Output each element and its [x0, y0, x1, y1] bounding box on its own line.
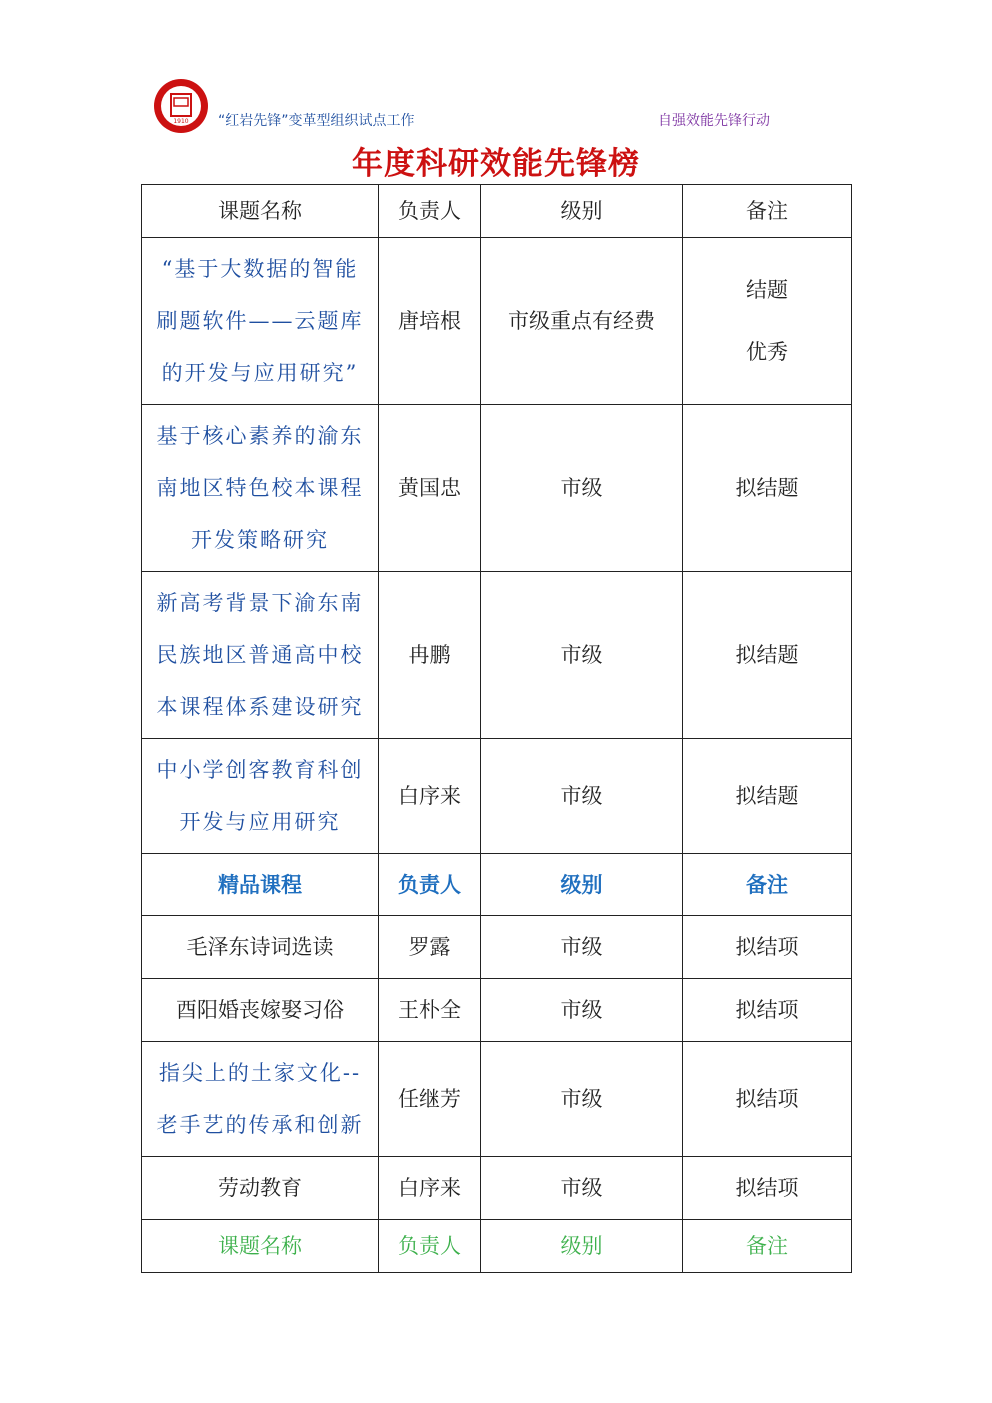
school-logo: [152, 77, 210, 135]
course-name: 劳动教育: [142, 1157, 379, 1220]
page-title: 年度科研效能先锋榜: [352, 146, 640, 182]
project-owner: 冉鹏: [379, 572, 481, 739]
logo-year: 1910: [173, 118, 189, 125]
project-name: “基于大数据的智能刷题软件——云题库的开发与应用研究”: [142, 238, 379, 405]
course-note: 拟结项: [683, 916, 852, 979]
header-cell: 备注: [683, 185, 852, 238]
header-cell: 级别: [481, 1220, 683, 1273]
header-cell: 级别: [481, 185, 683, 238]
course-header-row: [142, 854, 852, 916]
note-line: 优秀: [746, 340, 788, 364]
header-cell: 备注: [683, 854, 852, 916]
header-cell: 课题名称: [142, 185, 379, 238]
course-level: 市级: [481, 1157, 683, 1220]
course-owner: 白序来: [379, 1157, 481, 1220]
project-level: 市级: [481, 572, 683, 739]
header-right-text: 自强效能先锋行动: [658, 113, 770, 129]
header-cell: 备注: [683, 1220, 852, 1273]
project-level: 市级重点有经费: [481, 238, 683, 405]
header-cell: 精品课程: [142, 854, 379, 916]
table-row: [142, 739, 852, 854]
course-level: 市级: [481, 979, 683, 1042]
header-left-text: “红岩先锋”变革型组织试点工作: [218, 113, 415, 129]
course-name: 指尖上的土家文化--老手艺的传承和创新: [142, 1042, 379, 1157]
course-owner: 王朴全: [379, 979, 481, 1042]
project-note: 拟结题: [683, 739, 852, 854]
table-row: [142, 1157, 852, 1220]
course-name: 酉阳婚丧嫁娶习俗: [142, 979, 379, 1042]
project-level: 市级: [481, 405, 683, 572]
project-owner: 黄国忠: [379, 405, 481, 572]
header-cell: 负责人: [379, 854, 481, 916]
project-note: 拟结题: [683, 405, 852, 572]
header-cell: 负责人: [379, 185, 481, 238]
header-cell: 课题名称: [142, 1220, 379, 1273]
project-level: 市级: [481, 739, 683, 854]
table-row: [142, 238, 852, 405]
project-owner: 唐培根: [379, 238, 481, 405]
table-row: [142, 916, 852, 979]
course-note: 拟结项: [683, 1157, 852, 1220]
course-owner: 罗露: [379, 916, 481, 979]
note-line: 结题: [746, 278, 788, 302]
project-name: 中小学创客教育科创开发与应用研究: [142, 739, 379, 854]
table-row: [142, 979, 852, 1042]
project-note: [683, 238, 852, 405]
header-cell: 负责人: [379, 1220, 481, 1273]
table-header-row: [142, 185, 852, 238]
project-owner: 白序来: [379, 739, 481, 854]
course-owner: 任继芳: [379, 1042, 481, 1157]
honor-table: [141, 184, 852, 1273]
project-name: 基于核心素养的渝东南地区特色校本课程开发策略研究: [142, 405, 379, 572]
footer-header-row: [142, 1220, 852, 1273]
table-row: [142, 572, 852, 739]
project-note: 拟结题: [683, 572, 852, 739]
table-row: [142, 1042, 852, 1157]
header-cell: 级别: [481, 854, 683, 916]
project-name: 新高考背景下渝东南民族地区普通高中校本课程体系建设研究: [142, 572, 379, 739]
table-row: [142, 405, 852, 572]
course-level: 市级: [481, 1042, 683, 1157]
course-name: 毛泽东诗词选读: [142, 916, 379, 979]
course-note: 拟结项: [683, 1042, 852, 1157]
course-note: 拟结项: [683, 979, 852, 1042]
course-level: 市级: [481, 916, 683, 979]
